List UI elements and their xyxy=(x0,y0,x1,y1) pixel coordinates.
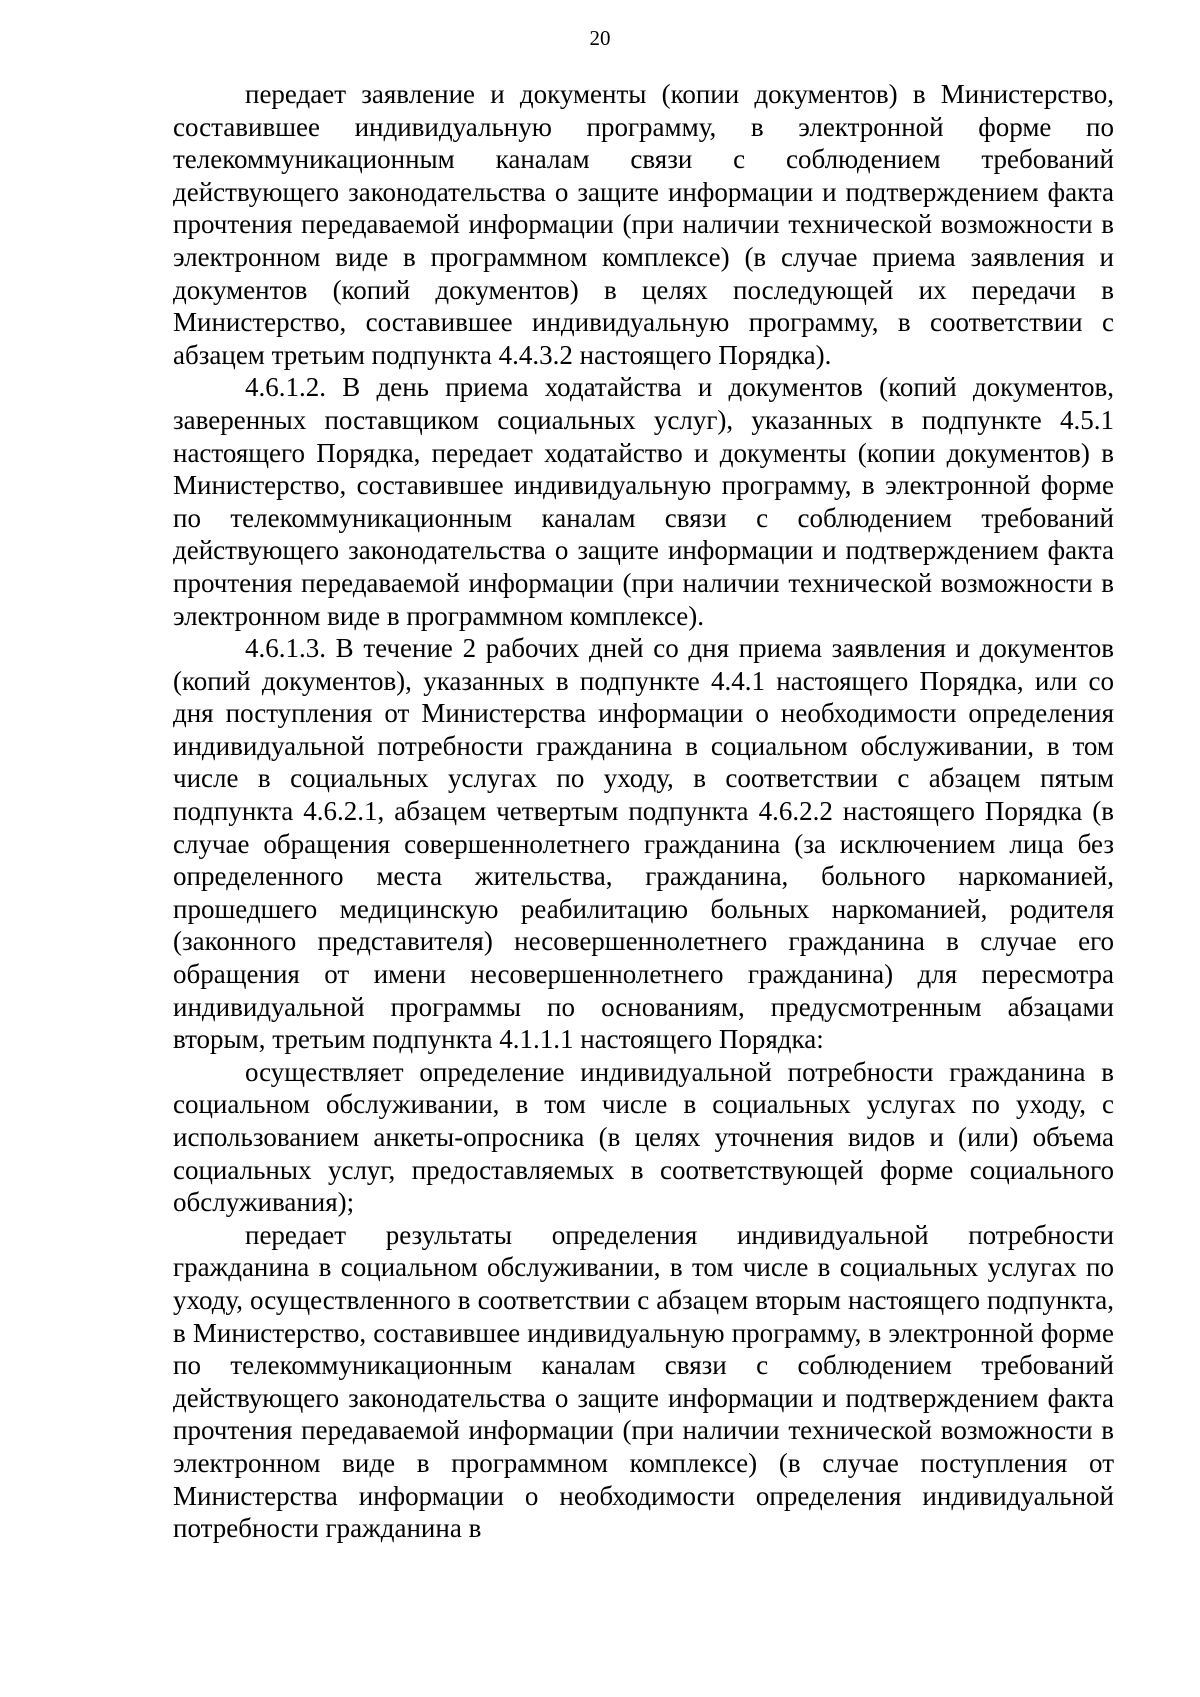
paragraph-determine-need: осуществляет определение индивидуальной потребности гражданина в социальном обслуживании, в том числе в социальных услугах по уходу, с использованием анкеты-опросника (в целях уточнения видов и (или) объема социальных услуг, предоставляемых в соответствующей форме социального обслуживания); xyxy=(173,1056,1114,1218)
paragraph-4-6-1-3: 4.6.1.3. В течение 2 рабочих дней со дня приема заявления и документов (копий документов), указанных в подпункте 4.4.1 настоящего Порядка, или со дня поступления от Министерства информации о необходимости определения индивидуальной потребности гражданина в социальном обслуживании, в том числе в социальных услугах по уходу, в соответствии с абзацем пятым подпункта 4.6.2.1, абзацем четвертым подпункта 4.6.2.2 настоящего Порядка (в случае обращения совершеннолетнего гражданина (за исключением лица без определенного места жительства, гражданина, больного наркоманией, прошедшего медицинскую реабилитацию больных наркоманией, родителя (законного представителя) несовершеннолетнего гражданина в случае его обращения от имени несовершеннолетнего гражданина) для пересмотра индивидуальной программы по основаниям, предусмотренным абзацами вторым, третьим подпункта 4.1.1.1 настоящего Порядка: xyxy=(173,633,1114,1055)
paragraph-4-6-1-2: 4.6.1.2. В день приема ходатайства и документов (копий документов, заверенных поставщиком социальных услуг), указанных в подпункте 4.5.1 настоящего Порядка, передает ходатайство и документы (копии документов) в Министерство, составившее индивидуальную программу, в электронной форме по телекоммуникационным каналам связи с соблюдением требований действующего законодательства о защите информации и подтверждением факта прочтения передаваемой информации (при наличии технической возможности в электронном виде в программном комплексе). xyxy=(173,372,1114,631)
paragraph-transfer-application: передает заявление и документы (копии документов) в Министерство, составившее индивидуальную программу, в электронной форме по телекоммуникационным каналам связи с соблюдением требований действующего законодательства о защите информации и подтверждением факта прочтения передаваемой информации (при наличии технической возможности в электронном виде в программном комплексе) (в случае приема заявления и документов (копий документов) в целях последующей их передачи в Министерство, составившее индивидуальную программу, в соответствии с абзацем третьим подпункта 4.4.3.2 настоящего Порядка). xyxy=(173,79,1114,370)
page-number: 20 xyxy=(589,26,611,50)
document-body xyxy=(173,78,1114,1545)
paragraph-transfer-results: передает результаты определения индивидуальной потребности гражданина в социальном обслуживании, в том числе в социальных услугах по уходу, осуществленного в соответствии с абзацем вторым настоящего подпункта, в Министерство, составившее индивидуальную программу, в электронной форме по телекоммуникационным каналам связи с соблюдением требований действующего законодательства о защите информации и подтверждением факта прочтения передаваемой информации (при наличии технической возможности в электронном виде в программном комплексе) (в случае поступления от Министерства информации о необходимости определения индивидуальной потребности гражданина в xyxy=(173,1219,1114,1544)
